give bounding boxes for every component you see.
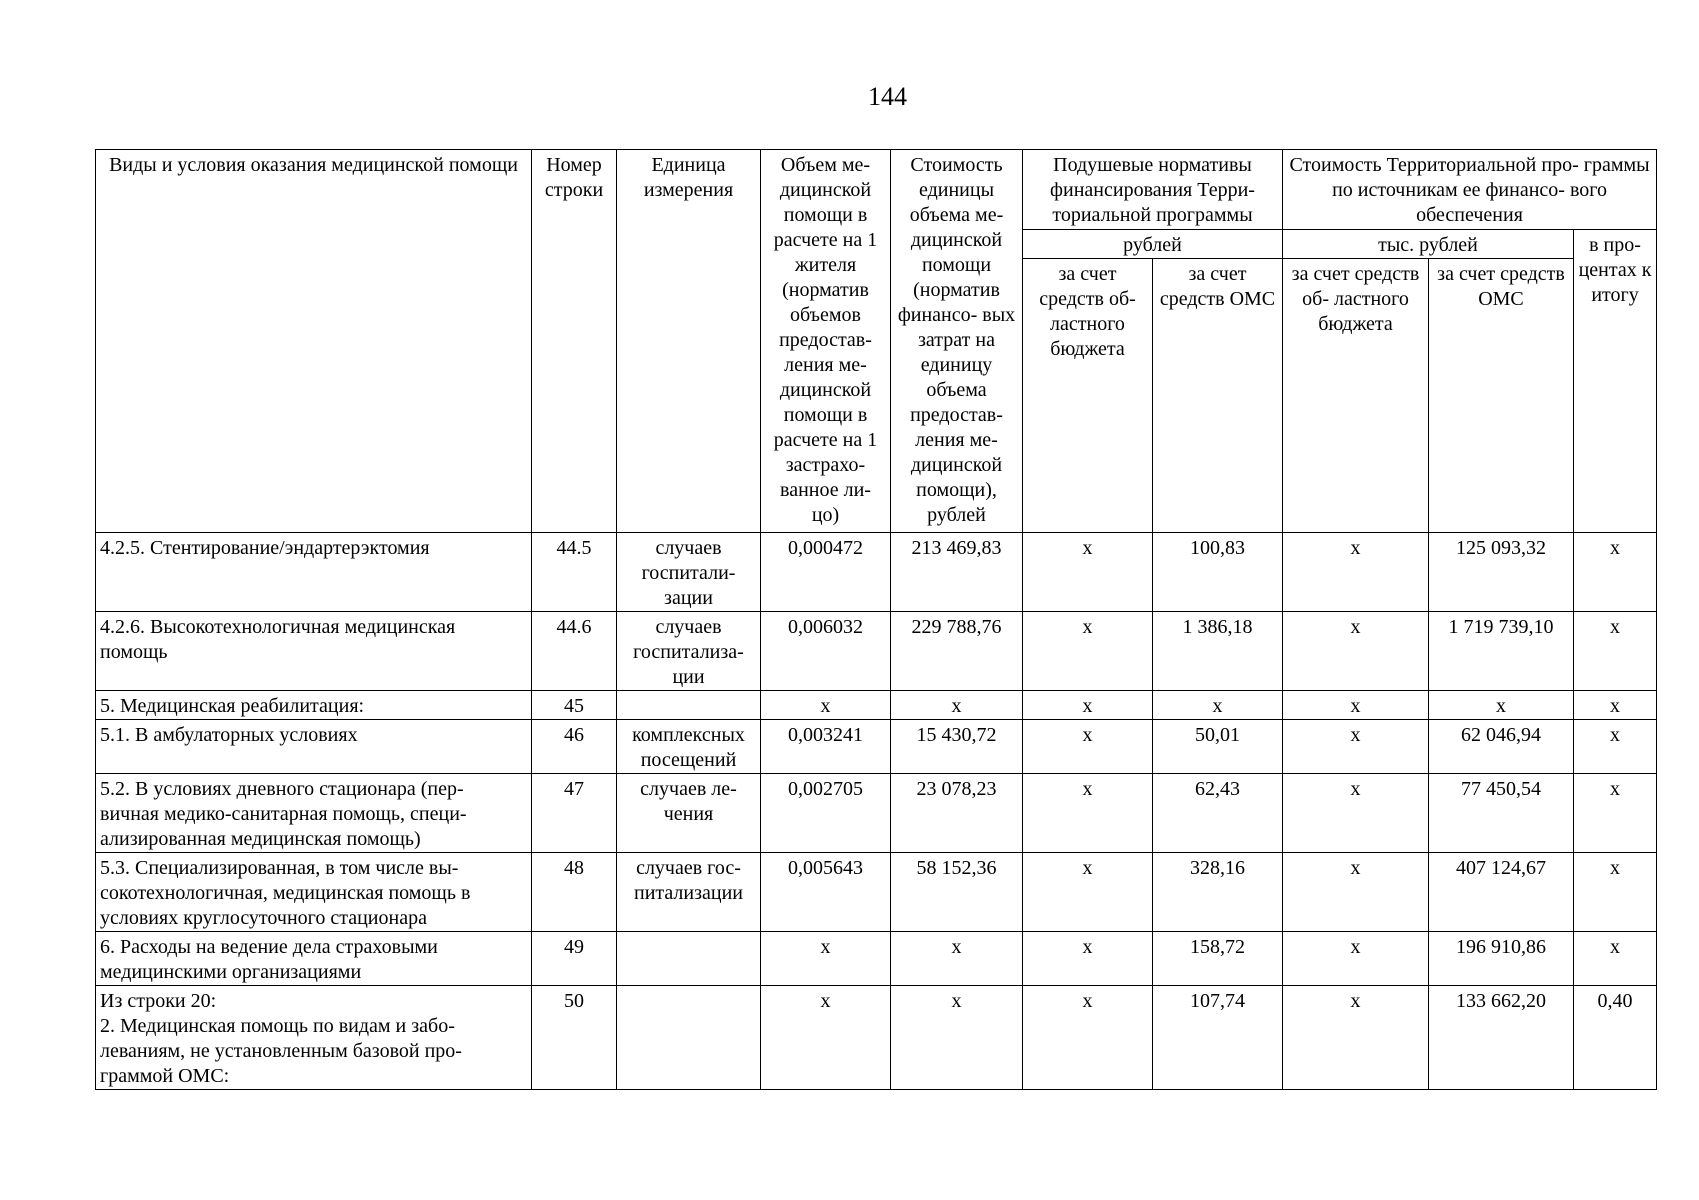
row-percent: x — [1574, 691, 1657, 720]
table-row — [96, 691, 1657, 720]
header-types: Виды и условия оказания медицинской помощи — [96, 150, 532, 533]
row-name: 5.1. В амбулаторных условиях — [96, 720, 532, 774]
row-total-regional-budget: x — [1283, 533, 1429, 612]
header-rubles: рублей — [1023, 230, 1283, 259]
row-pc-oms: 328,16 — [1153, 853, 1283, 932]
row-name: 5.2. В условиях дневного стационара (пер- вичная медико-санитарная помощь, специ- ализированная медицинская помощь) — [96, 774, 532, 853]
table-row — [96, 720, 1657, 774]
header-total-oms: за счет средств ОМС — [1429, 259, 1574, 533]
header-pc-oms: за счет средств ОМС — [1153, 259, 1283, 533]
row-pc-oms: 100,83 — [1153, 533, 1283, 612]
row-volume: 0,006032 — [761, 612, 891, 691]
row-total-regional-budget: x — [1283, 853, 1429, 932]
row-unit-cost: 213 469,83 — [891, 533, 1023, 612]
row-number: 44.5 — [532, 533, 617, 612]
row-unit: случаев госпитализа- ции — [617, 612, 761, 691]
row-volume: x — [761, 986, 891, 1090]
header-volume: Объем ме- дицинской помощи в расчете на 1 жителя (норматив объемов предостав- ления ме- дицинской помощи в расчете на 1 застрахо- ванное ли- цо) — [761, 150, 891, 533]
row-pc-regional-budget: x — [1023, 691, 1153, 720]
row-number: 44.6 — [532, 612, 617, 691]
row-unit-cost: x — [891, 691, 1023, 720]
row-pc-regional-budget: x — [1023, 774, 1153, 853]
row-unit: случаев госпитали- зации — [617, 533, 761, 612]
row-percent: x — [1574, 612, 1657, 691]
row-name: 4.2.6. Высокотехнологичная медицинская помощь — [96, 612, 532, 691]
row-percent: x — [1574, 774, 1657, 853]
row-unit-cost: x — [891, 932, 1023, 986]
row-pc-oms: 158,72 — [1153, 932, 1283, 986]
row-volume: 0,002705 — [761, 774, 891, 853]
row-number: 45 — [532, 691, 617, 720]
row-unit: комплексных посещений — [617, 720, 761, 774]
header-per-capita-group: Подушевые нормативы финансирования Терри- ториальной программы — [1023, 150, 1283, 230]
row-unit — [617, 986, 761, 1090]
row-unit — [617, 691, 761, 720]
row-number: 48 — [532, 853, 617, 932]
row-name: 5. Медицинская реабилитация: — [96, 691, 532, 720]
row-unit-cost: 229 788,76 — [891, 612, 1023, 691]
header-pc-regional-budget: за счет средств об- ластного бюджета — [1023, 259, 1153, 533]
row-volume: x — [761, 691, 891, 720]
header-unit: Единица измерения — [617, 150, 761, 533]
header-total-regional-budget: за счет средств об- ластного бюджета — [1283, 259, 1429, 533]
financing-table — [95, 149, 1657, 1090]
row-number: 46 — [532, 720, 617, 774]
row-percent: 0,40 — [1574, 986, 1657, 1090]
row-pc-regional-budget: x — [1023, 986, 1153, 1090]
header-unit-cost: Стоимость единицы объема ме- дицинской помощи (норматив финансо- вых затрат на единицу объема предостав- ления ме- дицинской помощи), рублей — [891, 150, 1023, 533]
table-row — [96, 533, 1657, 612]
row-total-oms: 196 910,86 — [1429, 932, 1574, 986]
table-row — [96, 774, 1657, 853]
header-percent: в про- центах к итогу — [1574, 230, 1657, 533]
row-percent: x — [1574, 533, 1657, 612]
table-row — [96, 853, 1657, 932]
row-percent: x — [1574, 853, 1657, 932]
row-total-regional-budget: x — [1283, 986, 1429, 1090]
row-pc-regional-budget: x — [1023, 720, 1153, 774]
row-total-oms: 125 093,32 — [1429, 533, 1574, 612]
row-total-oms: 1 719 739,10 — [1429, 612, 1574, 691]
header-program-cost-group: Стоимость Территориальной про- граммы по источникам ее финансо- вого обеспечения — [1283, 150, 1657, 230]
row-pc-oms: 1 386,18 — [1153, 612, 1283, 691]
row-total-oms: 62 046,94 — [1429, 720, 1574, 774]
row-total-oms: 407 124,67 — [1429, 853, 1574, 932]
row-pc-oms: 107,74 — [1153, 986, 1283, 1090]
row-total-oms: x — [1429, 691, 1574, 720]
page-number: 144 — [868, 82, 907, 111]
row-number: 49 — [532, 932, 617, 986]
row-volume: 0,003241 — [761, 720, 891, 774]
row-unit: случаев гос- питализации — [617, 853, 761, 932]
row-volume: 0,005643 — [761, 853, 891, 932]
row-volume: 0,000472 — [761, 533, 891, 612]
table-row — [96, 986, 1657, 1090]
row-total-regional-budget: x — [1283, 932, 1429, 986]
row-pc-regional-budget: x — [1023, 612, 1153, 691]
table-row — [96, 612, 1657, 691]
row-pc-regional-budget: x — [1023, 533, 1153, 612]
row-total-oms: 133 662,20 — [1429, 986, 1574, 1090]
row-total-regional-budget: x — [1283, 720, 1429, 774]
row-pc-oms: 62,43 — [1153, 774, 1283, 853]
row-unit-cost: x — [891, 986, 1023, 1090]
row-number: 47 — [532, 774, 617, 853]
row-number: 50 — [532, 986, 617, 1090]
row-pc-regional-budget: x — [1023, 932, 1153, 986]
row-total-regional-budget: x — [1283, 774, 1429, 853]
table-row — [96, 932, 1657, 986]
row-name: 5.3. Специализированная, в том числе вы- сокотехнологичная, медицинская помощь в условиях круглосуточного стационара — [96, 853, 532, 932]
row-percent: x — [1574, 720, 1657, 774]
row-unit — [617, 932, 761, 986]
header-thousand-rubles: тыс. рублей — [1283, 230, 1574, 259]
row-name: 4.2.5. Стентирование/эндартерэктомия — [96, 533, 532, 612]
row-pc-regional-budget: x — [1023, 853, 1153, 932]
table-body — [96, 533, 1657, 1090]
row-total-regional-budget: x — [1283, 612, 1429, 691]
row-unit-cost: 23 078,23 — [891, 774, 1023, 853]
row-percent: x — [1574, 932, 1657, 986]
row-pc-oms: 50,01 — [1153, 720, 1283, 774]
row-unit-cost: 58 152,36 — [891, 853, 1023, 932]
row-name: Из строки 20: 2. Медицинская помощь по видам и забо- леваниям, не установленным базовой про- граммой ОМС: — [96, 986, 532, 1090]
row-volume: x — [761, 932, 891, 986]
header-row-number: Номер строки — [532, 150, 617, 533]
row-total-regional-budget: x — [1283, 691, 1429, 720]
row-total-oms: 77 450,54 — [1429, 774, 1574, 853]
row-unit: случаев ле- чения — [617, 774, 761, 853]
row-pc-oms: x — [1153, 691, 1283, 720]
row-unit-cost: 15 430,72 — [891, 720, 1023, 774]
row-name: 6. Расходы на ведение дела страховыми медицинскими организациями — [96, 932, 532, 986]
